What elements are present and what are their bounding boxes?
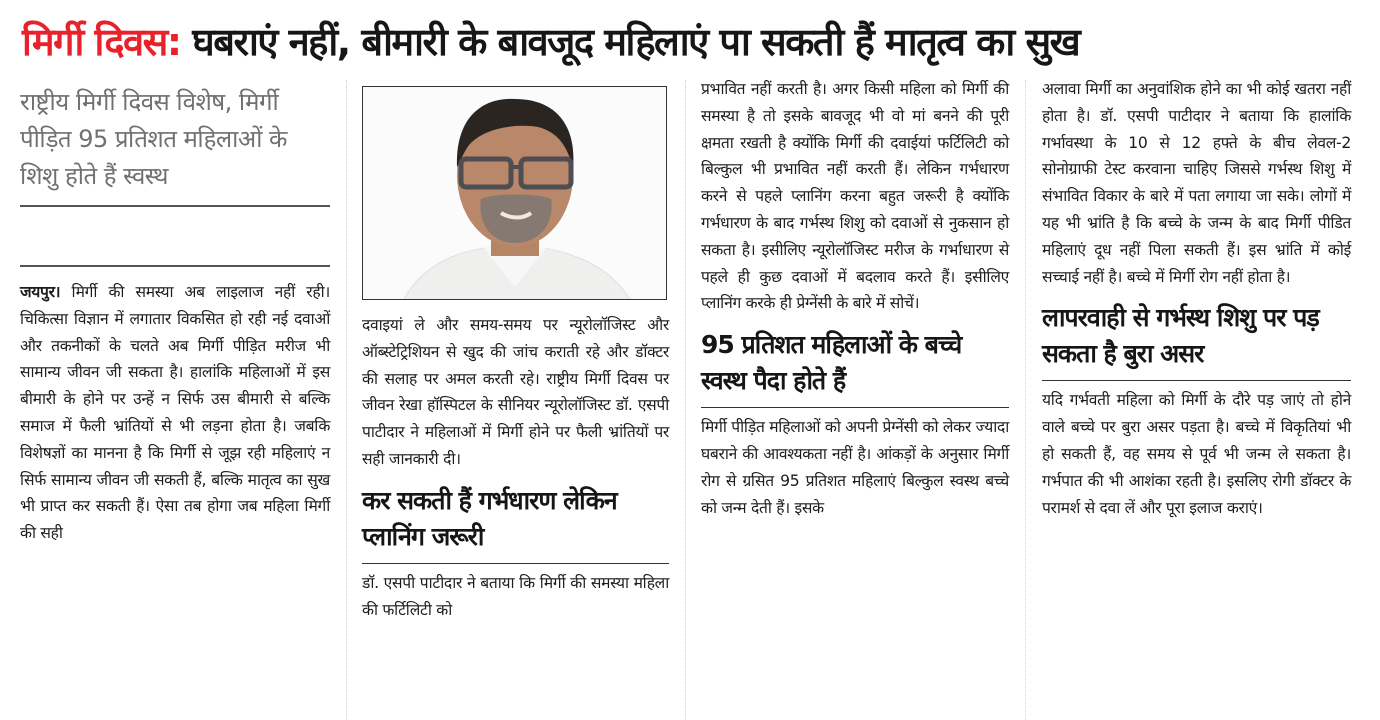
article-column-4 [1042, 76, 1351, 521]
portrait-image [363, 87, 667, 300]
body-text [701, 414, 1009, 521]
dateline: जयपुर। [20, 283, 61, 301]
subheading: कर सकती हैं गर्भधारण लेकिन प्लानिंग जरूरी [362, 485, 617, 551]
body-paragraph: मिर्गी पीड़ित महिलाओं को अपनी प्रेग्नेंसी को लेकर ज्यादा घबराने की आवश्यकता नहीं है। आंकड़ों के अनुसार मिर्गी रोग से ग्रसित 95 प्रतिशत महिलाएं बिल्कुल स्वस्थ बच्चे को जन्म देती हैं। इसके [701, 418, 1009, 517]
subhead-rule [701, 407, 1009, 408]
article-headline [22, 14, 1362, 70]
doctor-photo [362, 86, 667, 300]
subhead-rule [1042, 380, 1351, 381]
article-column-2 [362, 76, 669, 623]
article-kicker: राष्ट्रीय मिर्गी दिवस विशेष, मिर्गी पीड़ित 95 प्रतिशत महिलाओं के शिशु होते हैं स्वस्थ [20, 88, 287, 190]
kicker-rule-bottom [20, 265, 330, 267]
body-paragraph: मिर्गी की समस्या अब लाइलाज नहीं रही। चिकित्सा विज्ञान में लगातार विकसित हो रही नई दवाओं और तकनीकों के चलते अब मिर्गी पीड़ित मरीज भी सामान्य जीवन जी सकता है। हालांकि महिलाओं में इस बीमारी के होने पर उन्हें न सिर्फ उस बीमारी से बल्कि समाज में फैली भ्रांतियों से भी लड़ना होता है। जबकि विशेषज्ञों का मानना है कि मिर्गी से जूझ रही महिलाएं न सिर्फ सामान्य जीवन जी सकती हैं, बल्कि मातृत्व का सुख भी प्राप्त कर सकती हैं। ऐसा तब होगा जब महिला मिर्गी की सही [20, 283, 330, 543]
body-paragraph: दवाइयां ले और समय-समय पर न्यूरोलॉजिस्ट और ऑब्स्टेट्रिशियन से खुद की जांच कराती रहे और डॉक्टर की सलाह पर अमल करती रहे। राष्ट्रीय मिर्गी दिवस पर जीवन रेखा हॉस्पिटल के सीनियर न्यूरोलॉजिस्ट डॉ. एसपी पाटीदार ने महिलाओं में मिर्गी होने पर फैली भ्रांतियों पर सही जानकारी दी। [362, 316, 669, 468]
body-paragraph: प्रभावित नहीं करती है। अगर किसी महिला को मिर्गी की समस्या है तो इसके बावजूद भी वो मां बनने की पूरी क्षमता रखती है क्योंकि मिर्गी की दवाईयां फर्टिलिटी को बिल्कुल भी प्रभावित नहीं करती हैं। लेकिन गर्भधारण करने से पहले प्लानिंग करना बहुत जरूरी है क्योंकि गर्भधारण के बाद गर्भस्थ शिशु को दवाओं से नुकसान हो सकता है। इसीलिए न्यूरोलॉजिस्ट मरीज के गर्भाधारण से पहले ही कुछ दवाओं में बदलाव करते हैं। इसीलिए प्लानिंग करके ही प्रेग्नेंसी के बारे में सोचें। [701, 80, 1009, 313]
column-divider [685, 80, 686, 720]
body-text [362, 312, 669, 473]
subheading: 95 प्रतिशत महिलाओं के बच्चे स्वस्थ पैदा होते हैं [701, 330, 962, 396]
subhead-rule [362, 563, 669, 564]
body-paragraph: अलावा मिर्गी का अनुवांशिक होने का भी कोई खतरा नहीं होता है। डॉ. एसपी पाटीदार ने बताया कि हालांकि गर्भावस्था के 10 से 12 हफ्ते के बीच लेवल-2 सोनोग्राफी टेस्ट करवाना चाहिए जिससे गर्भस्थ शिशु में संभावित विकार के बारे में पता लगाया जा सके। लोगों में यह भी भ्रांति है कि बच्चे के जन्म के बाद मिर्गी पीडित महिलाएं दूध नहीं पिला सकती हैं। इस भ्रांति में कोई सच्चाई नहीं है। बच्चे में मिर्गी रोग नहीं होता है। [1042, 80, 1351, 286]
subheading: लापरवाही से गर्भस्थ शिशु पर पड़ सकता है बुरा असर [1042, 303, 1319, 369]
body-text [362, 570, 669, 624]
body-text [1042, 76, 1351, 290]
body-text [1042, 387, 1351, 521]
article-column-1 [20, 76, 330, 547]
body-paragraph: यदि गर्भवती महिला को मिर्गी के दौरे पड़ जाएं तो होने वाले बच्चे पर बुरा असर पड़ता है। बच्चे में विकृतियां भी हो सकती हैं, वह समय से पूर्व भी जन्म ले सकता है। गर्भपात की भी आशंका रहती है। इसलिए रोगी डॉक्टर के परामर्श से दवा लें और पूरा इलाज कराएं। [1042, 391, 1351, 517]
headline-title: घबराएं नहीं, बीमारी के बावजूद महिलाएं पा सकती हैं मातृत्व का सुख [180, 20, 1080, 64]
blank-band [20, 207, 330, 265]
column-divider [346, 80, 347, 720]
body-paragraph: डॉ. एसपी पाटीदार ने बताया कि मिर्गी की समस्या महिला की फर्टिलिटी को [362, 573, 669, 619]
headline-label: मिर्गी दिवस: [22, 20, 181, 64]
body-text [20, 279, 330, 547]
column-divider [1025, 80, 1026, 720]
article-column-3 [701, 76, 1009, 521]
body-text [701, 76, 1009, 317]
